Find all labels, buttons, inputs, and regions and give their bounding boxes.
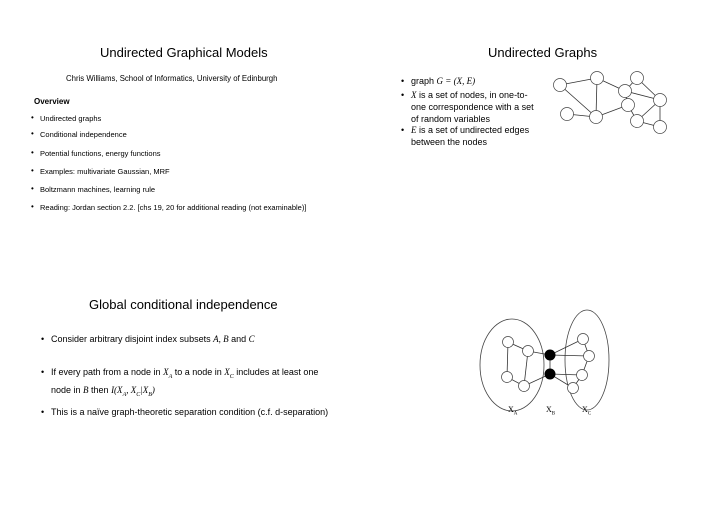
- set-a-node: [503, 337, 514, 348]
- slide1-author: Chris Williams, School of Informatics, University of Edinburgh: [66, 74, 278, 83]
- overview-bullet-3: • Potential functions, energy functions: [40, 149, 161, 158]
- set-a-ellipse: [480, 319, 544, 411]
- set-b-node: [545, 350, 556, 361]
- slide2-bullet-3: • E is a set of undirected edges between the nodes: [411, 124, 529, 148]
- slide2-bullet-2: • X is a set of nodes, in one-to- one correspondence with a set of random variables: [411, 89, 534, 125]
- set-b-node: [545, 369, 556, 380]
- slide1-title: Undirected Graphical Models: [100, 45, 268, 60]
- set-a-node: [519, 381, 530, 392]
- slide2-title: Undirected Graphs: [488, 45, 598, 60]
- slide3-title: Global conditional independence: [89, 297, 278, 312]
- overview-bullet-5: • Boltzmann machines, learning rule: [40, 185, 155, 194]
- slide3-bullet-1: • Consider arbitrary disjoint index subsets A, B and C: [51, 334, 255, 344]
- overview-heading: Overview: [34, 97, 70, 106]
- label-xc: $X_C$: [582, 405, 592, 417]
- set-a-node: [502, 372, 513, 383]
- set-c-node: [584, 351, 595, 362]
- label-xa: $X_A$: [508, 405, 518, 417]
- overview-bullet-1: • Undirected graphs: [40, 114, 101, 123]
- slide3-bullet-2: • If every path from a node in $X_A$ to a node in $X_C$ includes at least one node in B then $I(X_A$, $X_C|X_B$): [51, 366, 318, 402]
- overview-bullet-2: • Conditional independence: [40, 130, 127, 139]
- set-c-node: [568, 383, 579, 394]
- slide2-bullet-1: • graph G = (X, E): [411, 76, 475, 86]
- set-c-node: [578, 334, 589, 345]
- set-c-node: [577, 370, 588, 381]
- overview-bullet-4: • Examples: multivariate Gaussian, MRF: [40, 167, 170, 176]
- overview-bullet-6: • Reading: Jordan section 2.2. [chs 19, 20 for additional reading (not examinable)]: [40, 203, 306, 212]
- label-xb: $X_B$: [546, 405, 556, 417]
- set-a-node: [523, 346, 534, 357]
- slide3-bullet-3: • This is a naïve graph-theoretic separation condition (c.f. d-separation): [51, 407, 328, 417]
